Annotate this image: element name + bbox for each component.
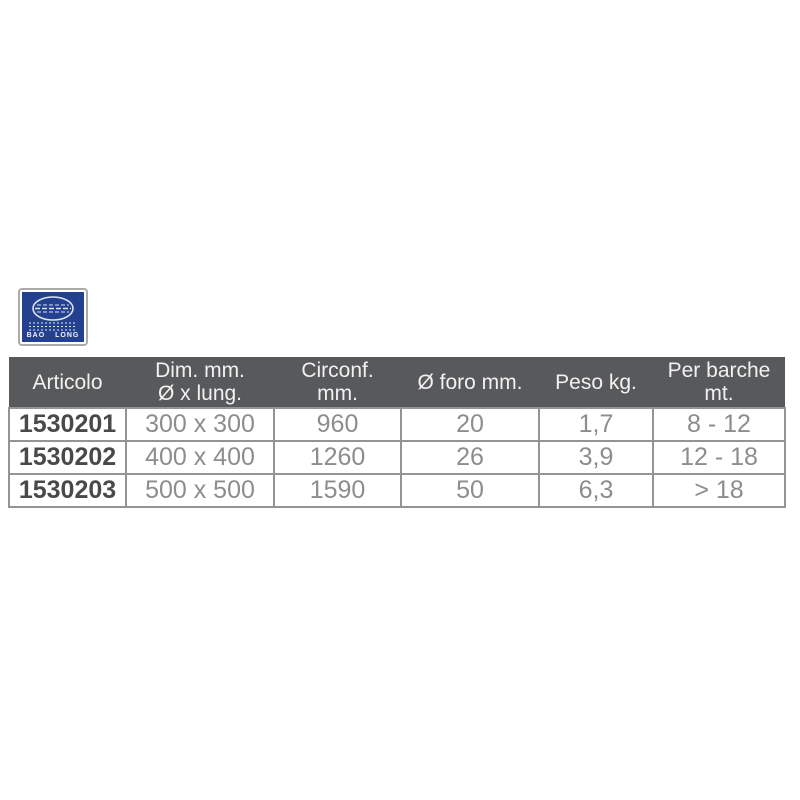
cell-dim: 500 x 500 (126, 474, 274, 507)
cell-articolo: 1530201 (9, 408, 126, 441)
col-header-circonf (274, 357, 401, 408)
cell-barche: 12 - 18 (653, 441, 785, 474)
cell-barche: 8 - 12 (653, 408, 785, 441)
cell-peso: 1,7 (539, 408, 653, 441)
col-header-dim (126, 357, 274, 408)
cell-articolo: 1530202 (9, 441, 126, 474)
cell-peso: 6,3 (539, 474, 653, 507)
header-line: mt. (704, 382, 734, 405)
cell-barche: > 18 (653, 474, 785, 507)
col-header-foro (401, 357, 539, 408)
cell-dim: 400 x 400 (126, 441, 274, 474)
table-row (9, 408, 785, 441)
header-line: Peso kg. (555, 370, 637, 394)
header-line: mm. (317, 382, 358, 405)
cell-foro: 26 (401, 441, 539, 474)
brand-name: BAO LONG (26, 332, 80, 339)
cell-foro: 50 (401, 474, 539, 507)
cell-circonf: 960 (274, 408, 401, 441)
header-line: Articolo (32, 370, 103, 394)
header-line: Dim. mm. (155, 359, 245, 382)
table-row (9, 474, 785, 507)
cell-circonf: 1590 (274, 474, 401, 507)
col-header-articolo (9, 357, 126, 408)
brand-logo (18, 288, 88, 346)
col-header-barche (653, 357, 785, 408)
table-header-row (9, 357, 785, 408)
brand-logo-panel (22, 292, 84, 342)
header-line: Circonf. (301, 359, 374, 382)
table-row (9, 441, 785, 474)
cell-dim: 300 x 300 (126, 408, 274, 441)
cell-circonf: 1260 (274, 441, 401, 474)
header-line: Ø x lung. (157, 382, 243, 405)
header-line: Per barche (667, 359, 771, 382)
dragon-emblem-icon (26, 295, 80, 332)
header-line: Ø foro mm. (417, 370, 523, 394)
cell-peso: 3,9 (539, 441, 653, 474)
product-spec-table (8, 357, 786, 508)
cell-articolo: 1530203 (9, 474, 126, 507)
cell-foro: 20 (401, 408, 539, 441)
col-header-peso (539, 357, 653, 408)
